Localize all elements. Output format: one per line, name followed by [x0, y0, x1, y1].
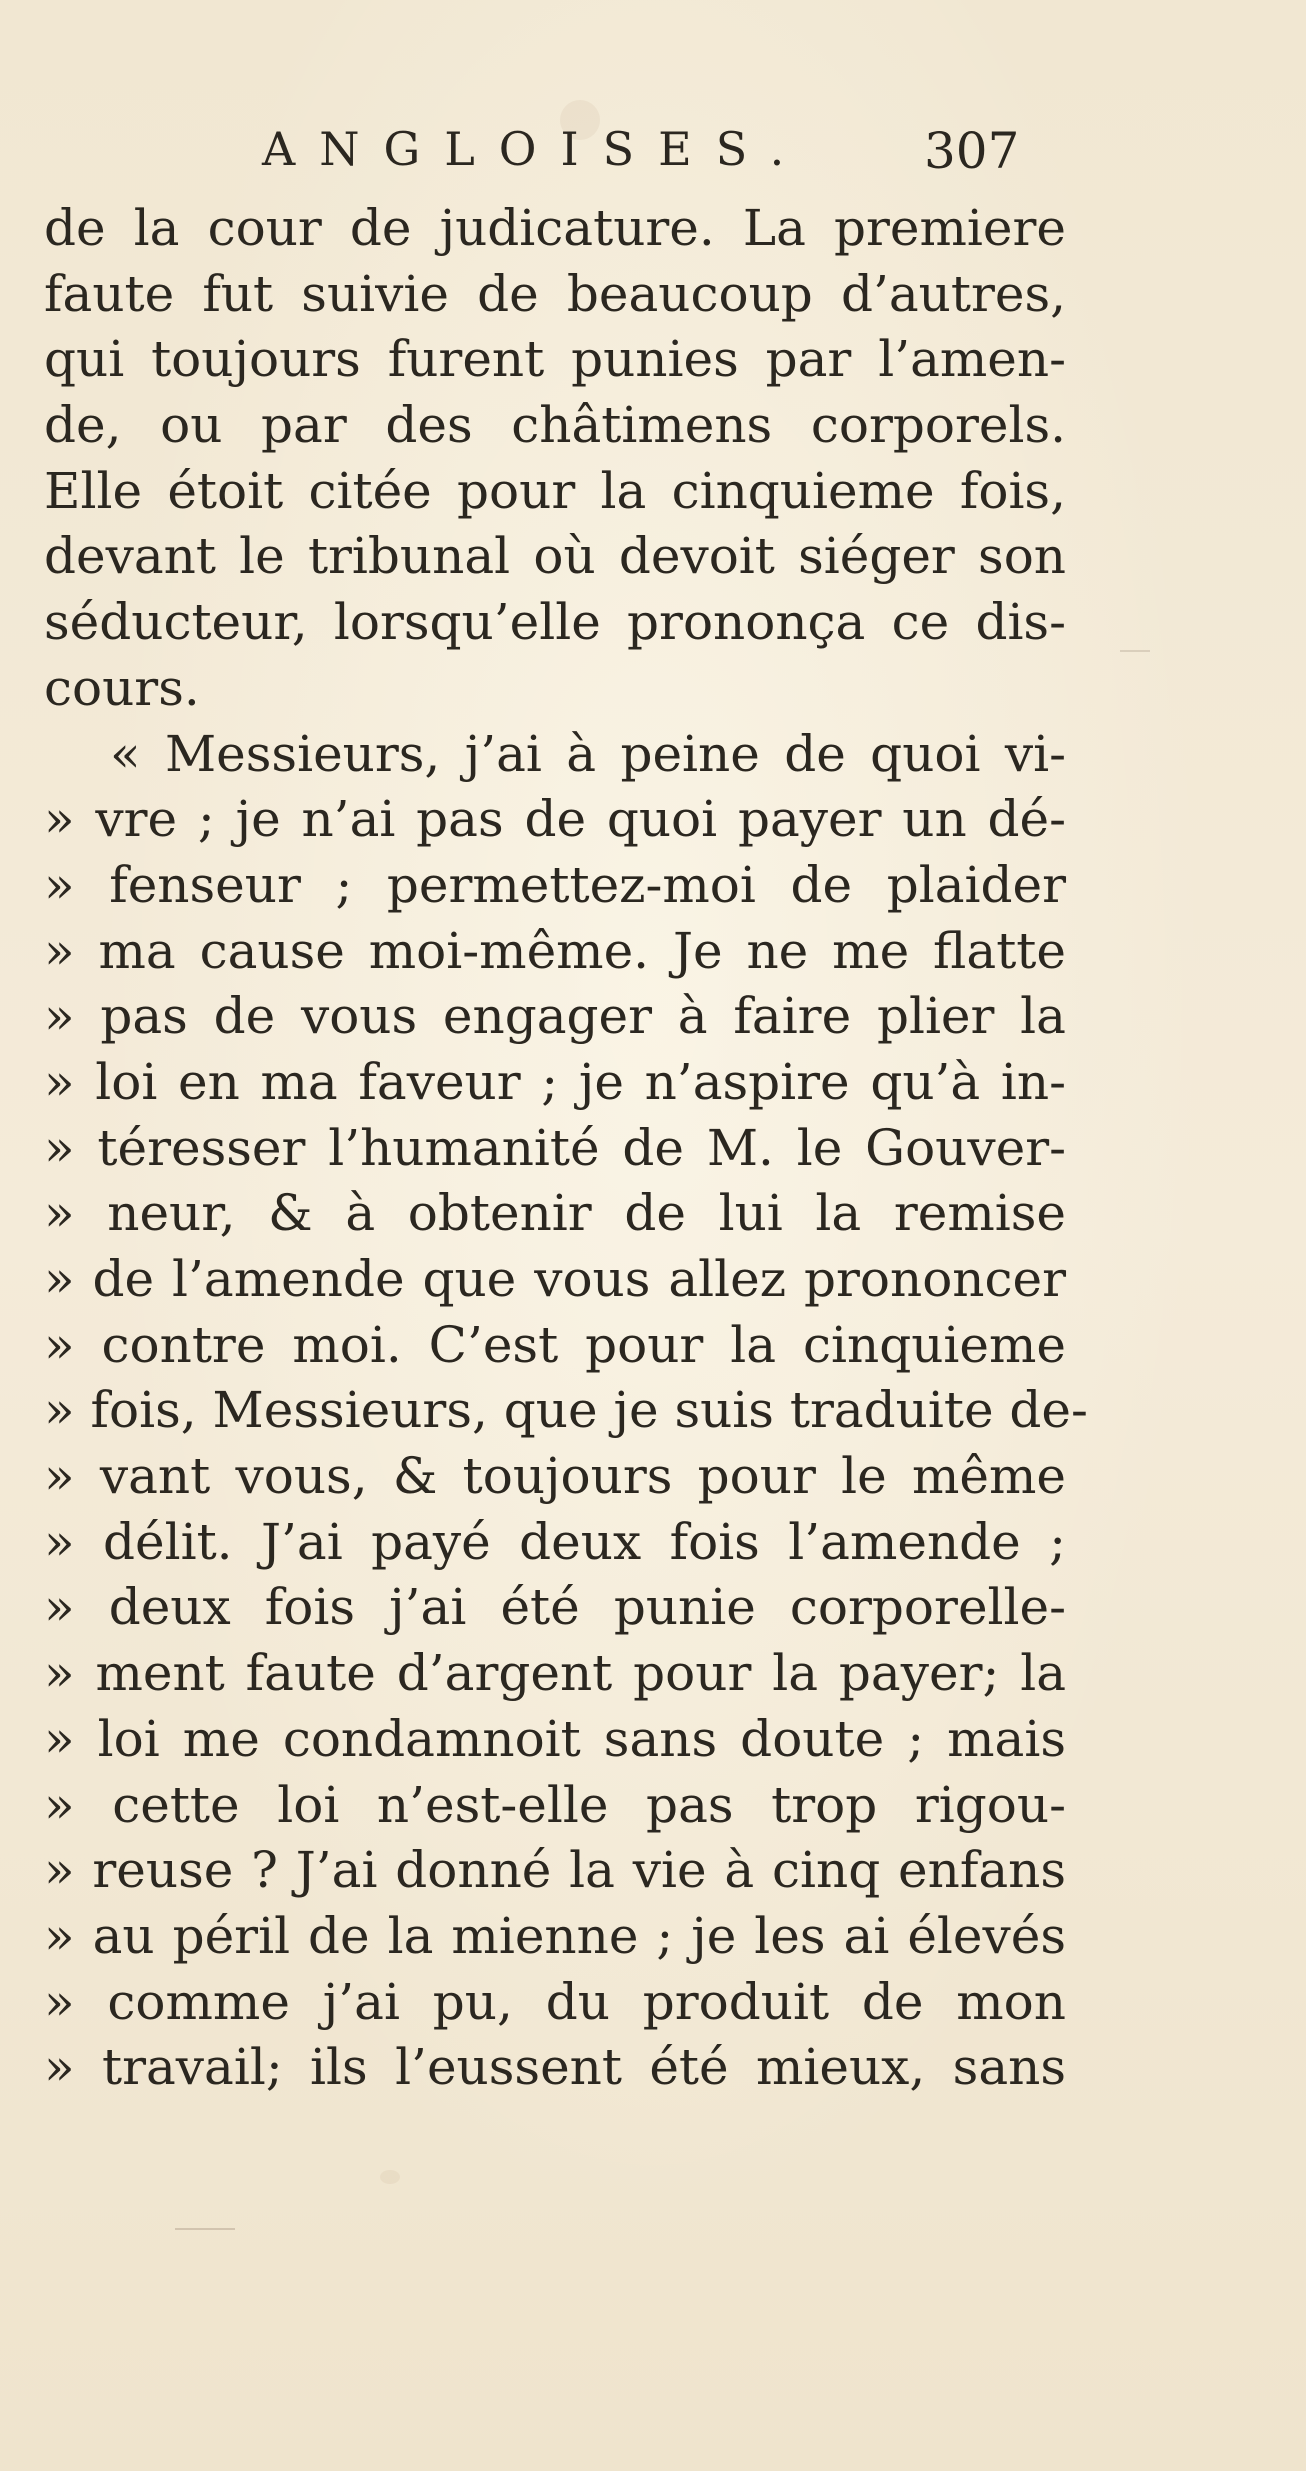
- text-line: [44, 1970, 1066, 2036]
- running-head: ANGLOISES.: [262, 122, 809, 176]
- text-line-content: » neur, & à obtenir de lui la remise: [44, 1184, 1066, 1243]
- text-line-content: séducteur, lorsqu’elle prononça ce dis-: [44, 593, 1066, 652]
- paper-stain: [380, 2170, 400, 2184]
- text-line: [44, 1181, 1066, 1247]
- text-line: [44, 524, 1066, 590]
- text-line-content: » fenseur ; permettez-moi de plaider: [44, 855, 1066, 914]
- text-line: [44, 1641, 1066, 1707]
- text-line: [44, 196, 1066, 262]
- text-line: [44, 262, 1066, 328]
- text-line: [44, 722, 1066, 788]
- text-line-content: » de l’amende que vous allez prononcer: [44, 1250, 1066, 1308]
- text-line-content: de la cour de judicature. La premiere: [44, 199, 1066, 257]
- text-line-content: » au péril de la mienne ; je les ai élevés: [44, 1906, 1066, 1965]
- text-line-content: » délit. J’ai payé deux fois l’amende ;: [44, 1512, 1066, 1571]
- text-line-content: » loi me condamnoit sans doute ; mais: [44, 1709, 1066, 1768]
- margin-mark: [175, 2228, 235, 2230]
- text-line-content: Elle étoit citée pour la cinquieme fois,: [44, 461, 1066, 520]
- text-line-content: » pas de vous engager à faire plier la: [44, 987, 1066, 1046]
- text-line: [44, 1575, 1066, 1641]
- text-line-content: » reuse ? J’ai donné la vie à cinq enfans: [44, 1841, 1066, 1900]
- margin-mark: [1120, 650, 1150, 652]
- text-line-content: » vre ; je n’ai pas de quoi payer un dé-: [44, 790, 1066, 849]
- text-line-content: » cette loi n’est-elle pas trop rigou-: [44, 1775, 1066, 1834]
- text-line: [44, 2035, 1066, 2101]
- text-line: [44, 1116, 1066, 1182]
- text-line: [44, 656, 1066, 722]
- text-line: [44, 853, 1066, 919]
- text-line: [44, 1838, 1066, 1904]
- text-line: [44, 1378, 1088, 1444]
- text-line-content: » comme j’ai pu, du produit de mon: [44, 1972, 1066, 2031]
- text-line: [44, 1707, 1066, 1773]
- text-line-content: « Messieurs, j’ai à peine de quoi vi-: [110, 724, 1066, 783]
- text-line-content: » loi en ma faveur ; je n’aspire qu’à in-: [44, 1052, 1066, 1111]
- text-line-content: de, ou par des châtimens corporels.: [44, 396, 1066, 455]
- text-line: [44, 1904, 1066, 1970]
- text-line: [44, 1050, 1066, 1116]
- body-text: [44, 196, 1088, 2101]
- text-line-content: qui toujours furent punies par l’amen-: [44, 330, 1066, 389]
- text-line: [44, 459, 1066, 525]
- text-line-content: » ment faute d’argent pour la payer; la: [44, 1644, 1066, 1703]
- text-line: [44, 1773, 1066, 1839]
- text-line-content: devant le tribunal où devoit siéger son: [44, 527, 1066, 586]
- text-line: [44, 1247, 1066, 1313]
- text-line: [44, 787, 1066, 853]
- text-line-content: » contre moi. C’est pour la cinquieme: [44, 1315, 1066, 1374]
- text-line: [44, 590, 1066, 656]
- text-line: [44, 984, 1066, 1050]
- text-line: [44, 1444, 1066, 1510]
- text-line-content: » deux fois j’ai été punie corporelle-: [44, 1578, 1066, 1637]
- text-line-content: » téresser l’humanité de M. le Gouver-: [44, 1118, 1066, 1177]
- text-line: [44, 327, 1066, 393]
- text-line-content: » travail; ils l’eussent été mieux, sans: [44, 2038, 1066, 2097]
- text-line: [44, 919, 1066, 985]
- text-line-content: » vant vous, & toujours pour le même: [44, 1447, 1066, 1506]
- text-line: [44, 1313, 1066, 1379]
- text-line-content: » ma cause moi-même. Je ne me flatte: [44, 921, 1066, 980]
- text-line-content: cours.: [44, 658, 200, 717]
- text-line: [44, 393, 1066, 459]
- page-number: 307: [924, 122, 1020, 180]
- page-header: [262, 122, 1062, 182]
- text-line-content: » fois, Messieurs, que je suis traduite de-: [44, 1381, 1088, 1440]
- text-line-content: faute fut suivie de beaucoup d’autres,: [44, 264, 1066, 323]
- text-line: [44, 1510, 1066, 1576]
